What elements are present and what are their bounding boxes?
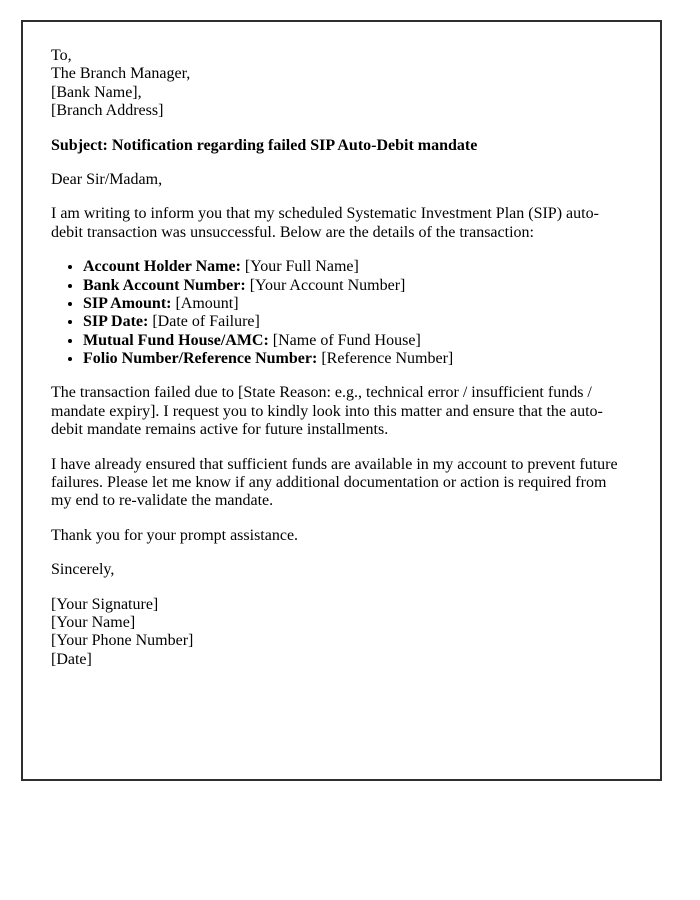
transaction-details-list — [51, 258, 630, 368]
detail-label: SIP Amount: — [83, 294, 172, 312]
detail-folio-reference-number — [83, 350, 630, 368]
intro-paragraph: I am writing to inform you that my scheduled Systematic Investment Plan (SIP) auto-debit transaction was unsuccessful. Below are the details of the transaction: — [51, 205, 599, 241]
detail-value: [Reference Number] — [321, 350, 454, 368]
salutation: Dear Sir/Madam, — [51, 170, 163, 188]
detail-label: Bank Account Number: — [83, 276, 246, 294]
signature-line-phone: [Your Phone Number] — [51, 632, 194, 650]
failure-reason-paragraph: The transaction failed due to [State Reason: e.g., technical error / insufficient funds / mandate expiry]. I request you to kindly look into this matter and ensure that the auto-debit mandate remains active for future installments. — [51, 384, 603, 439]
signature-line-signature: [Your Signature] — [51, 595, 159, 613]
thanks-line: Thank you for your prompt assistance. — [51, 526, 299, 544]
recipient-block — [51, 47, 630, 121]
detail-label: Folio Number/Reference Number: — [83, 350, 318, 368]
recipient-line-branch-address: [Branch Address] — [51, 102, 164, 120]
signature-block — [51, 596, 630, 670]
detail-bank-account-number — [83, 277, 630, 295]
detail-value: [Your Account Number] — [249, 276, 406, 294]
detail-account-holder-name — [83, 258, 630, 276]
recipient-line-to: To, — [51, 47, 72, 64]
detail-value: [Date of Failure] — [152, 313, 260, 331]
funds-assurance-paragraph: I have already ensured that sufficient funds are available in my account to prevent future failures. Please let me know if any additional documentation or action is required from my end to re-validate the mandate. — [51, 455, 618, 510]
detail-fund-house — [83, 332, 630, 350]
detail-value: [Amount] — [175, 294, 239, 312]
detail-value: [Your Full Name] — [244, 258, 359, 276]
detail-label: SIP Date: — [83, 313, 149, 331]
closing-line: Sincerely, — [51, 561, 115, 579]
signature-line-name: [Your Name] — [51, 613, 136, 631]
letter-container — [21, 20, 662, 781]
subject-line: Subject: Notification regarding failed SIP Auto-Debit mandate — [51, 136, 478, 154]
detail-label: Mutual Fund House/AMC: — [83, 331, 269, 349]
signature-line-date: [Date] — [51, 650, 92, 668]
detail-sip-amount — [83, 295, 630, 313]
detail-sip-date — [83, 313, 630, 331]
recipient-line-bank-name: [Bank Name], — [51, 83, 142, 101]
detail-label: Account Holder Name: — [83, 258, 241, 276]
detail-value: [Name of Fund House] — [272, 331, 421, 349]
recipient-line-branch-manager: The Branch Manager, — [51, 65, 191, 83]
